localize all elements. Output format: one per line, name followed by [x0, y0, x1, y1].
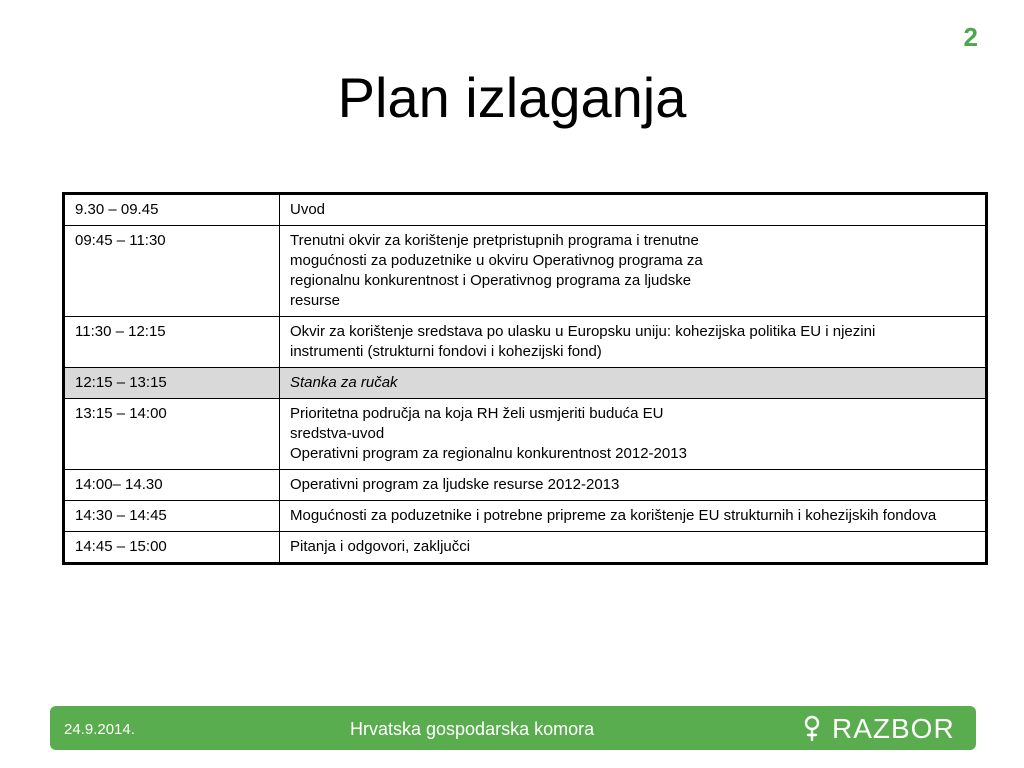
- schedule-time: 09:45 – 11:30: [64, 226, 280, 317]
- description-line: resurse: [290, 292, 341, 309]
- schedule-description: [280, 501, 987, 532]
- schedule-description: [280, 226, 987, 317]
- schedule-time: 11:30 – 12:15: [64, 317, 280, 368]
- schedule-row: [64, 194, 987, 226]
- razbor-logo-text: RAZBOR: [832, 713, 955, 744]
- schedule-description: [280, 399, 987, 470]
- description-line: Mogućnosti za poduzetnike i potrebne pripreme za korištenje EU strukturnih i kohezijskih fondova: [290, 507, 937, 524]
- description-line: Pitanja i odgovori, zaključci: [290, 538, 471, 555]
- schedule-time: 12:15 – 13:15: [64, 368, 280, 399]
- schedule-row: [64, 317, 987, 368]
- footer-organization: Hrvatska gospodarska komora: [350, 719, 595, 739]
- description-line: Prioritetna područja na koja RH želi usmjeriti buduća EU: [290, 405, 664, 422]
- schedule-description: [280, 368, 987, 399]
- schedule-description: [280, 470, 987, 501]
- slide-title: Plan izlaganja: [337, 66, 687, 129]
- footer-date: 24.9.2014.: [64, 721, 135, 738]
- description-line: Trenutni okvir za korištenje pretpristupnih programa i trenutne: [290, 232, 699, 249]
- description-line: Operativni program za regionalnu konkurentnost 2012-2013: [290, 445, 687, 462]
- description-line: sredstva-uvod: [290, 425, 385, 442]
- footer-bar: [50, 706, 976, 750]
- schedule-row: [64, 226, 987, 317]
- schedule-row: [64, 470, 987, 501]
- schedule-time: 14:45 – 15:00: [64, 532, 280, 564]
- page-number: 2: [963, 22, 978, 52]
- description-line: Stanka za ručak: [290, 374, 398, 391]
- schedule-time: 9.30 – 09.45: [64, 194, 280, 226]
- description-line: Uvod: [290, 201, 326, 218]
- description-line: regionalnu konkurentnost i Operativnog programa za ljudske: [290, 272, 692, 289]
- schedule-time: 13:15 – 14:00: [64, 399, 280, 470]
- schedule-row: [64, 501, 987, 532]
- schedule-description: [280, 317, 987, 368]
- schedule-time: 14:00– 14.30: [64, 470, 280, 501]
- description-line: mogućnosti za poduzetnike u okviru Operativnog programa za: [290, 252, 703, 269]
- razbor-logo: [800, 712, 960, 744]
- schedule-description: [280, 194, 987, 226]
- schedule-row: [64, 532, 987, 564]
- schedule-description: [280, 532, 987, 564]
- schedule-time: 14:30 – 14:45: [64, 501, 280, 532]
- description-line: Operativni program za ljudske resurse 2012-2013: [290, 476, 620, 493]
- schedule-table: [62, 192, 988, 565]
- schedule-row: [64, 399, 987, 470]
- razbor-logo-icon: [806, 717, 818, 740]
- description-line: Okvir za korištenje sredstava po ulasku u Europsku uniju: kohezijska politika EU i njezini: [290, 323, 876, 340]
- schedule-row-break: [64, 368, 987, 399]
- description-line: instrumenti (strukturni fondovi i kohezijski fond): [290, 343, 602, 360]
